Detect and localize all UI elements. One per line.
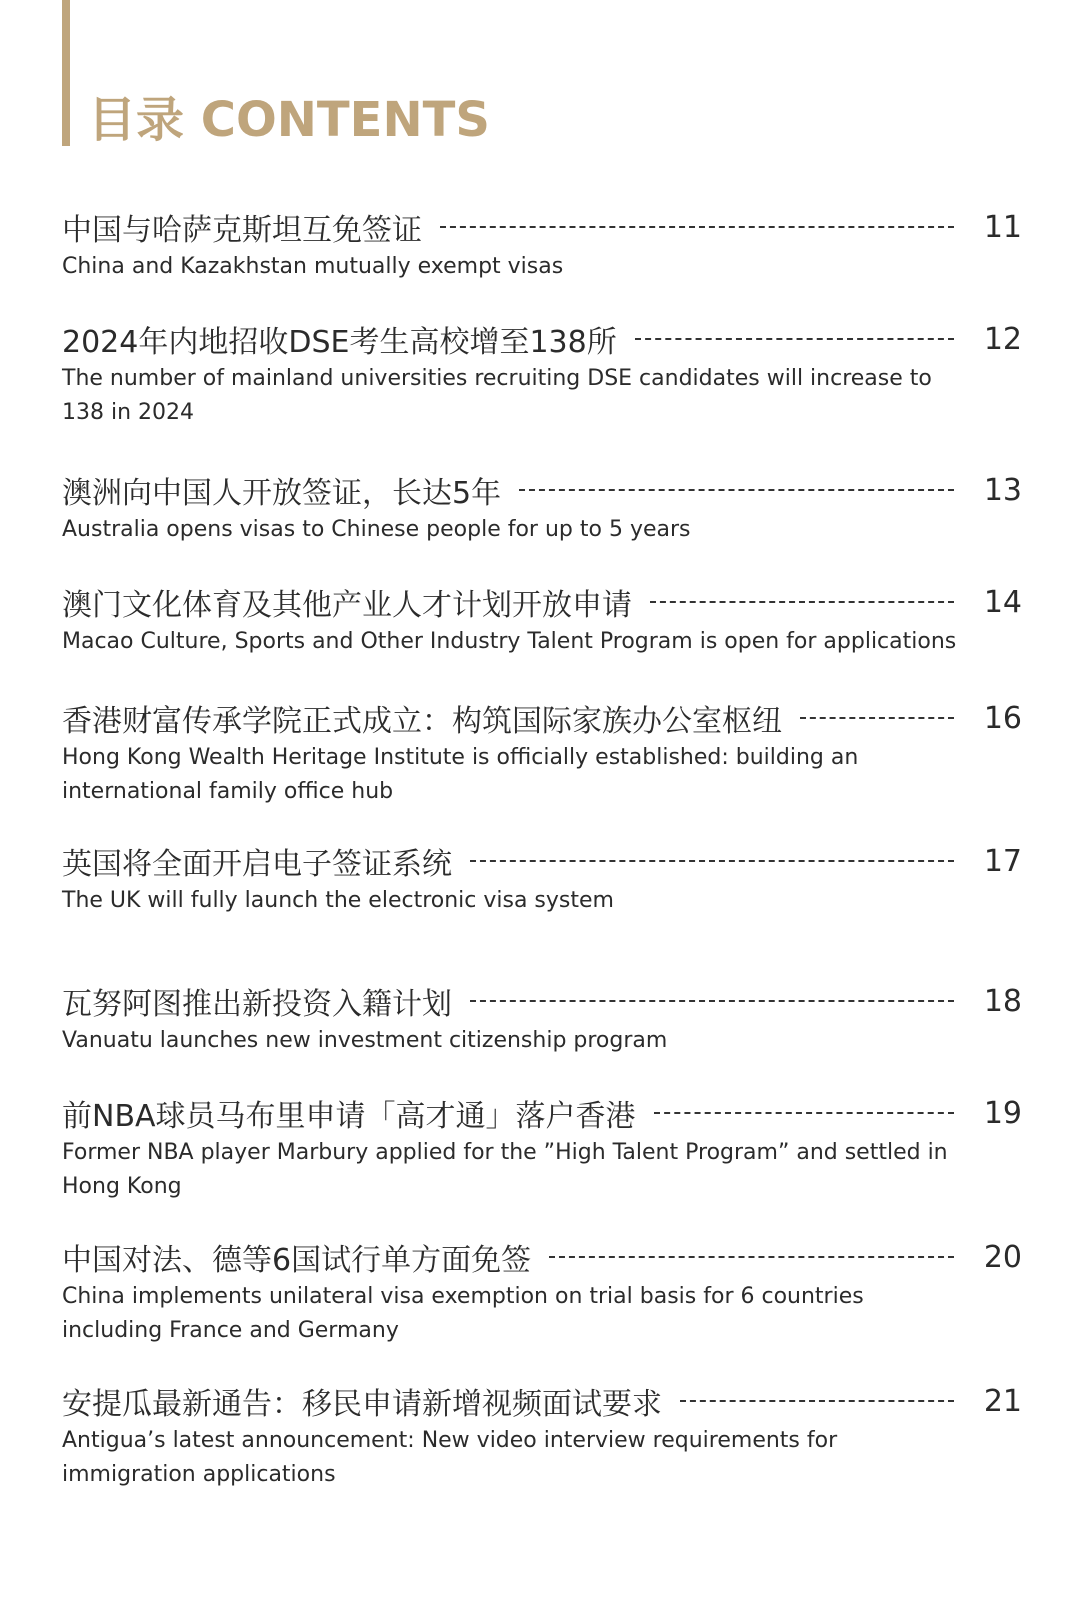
entry-title-en: Antigua’s latest announcement: New video interview requirements for immigration applications — [62, 1428, 838, 1487]
dotted-leader — [635, 338, 954, 340]
toc-entry[interactable] — [62, 978, 1022, 1058]
dotted-leader — [650, 601, 954, 603]
toc-entry[interactable] — [62, 204, 1022, 284]
dotted-leader — [549, 1256, 954, 1258]
entry-title-en: Macao Culture, Sports and Other Industry Talent Program is open for applications — [62, 629, 957, 654]
entry-title-zh: 香港财富传承学院正式成立：构筑国际家族办公室枢纽 — [62, 704, 782, 739]
entry-title-en: Former NBA player Marbury applied for the ”High Talent Program” and settled in Hong Kong — [62, 1140, 948, 1199]
toc-entry[interactable] — [62, 467, 1022, 547]
entry-title-zh: 瓦努阿图推出新投资入籍计划 — [62, 987, 452, 1022]
dotted-leader — [654, 1112, 954, 1114]
toc-entry[interactable] — [62, 695, 1022, 809]
entry-title-zh: 澳洲向中国人开放签证，长达5年 — [62, 476, 502, 511]
entry-title-zh: 前NBA球员马布里申请「高才通」落户香港 — [62, 1099, 636, 1134]
entry-page-number: 20 — [983, 1239, 1022, 1275]
entry-page-number: 19 — [983, 1095, 1022, 1131]
dotted-leader — [470, 860, 954, 862]
page-title: 目录 CONTENTS — [88, 92, 490, 148]
entry-page-number: 12 — [983, 321, 1022, 357]
entry-page-number: 17 — [983, 843, 1022, 879]
entry-page-number: 16 — [983, 700, 1022, 736]
entry-title-en: The UK will fully launch the electronic visa system — [62, 888, 614, 913]
entry-page-number: 18 — [983, 983, 1022, 1019]
dotted-leader — [800, 717, 954, 719]
entry-page-number: 21 — [983, 1383, 1022, 1419]
entry-page-number: 14 — [983, 584, 1022, 620]
entry-title-en: China implements unilateral visa exemption on trial basis for 6 countries including France and Germany — [62, 1284, 864, 1343]
dotted-leader — [519, 489, 954, 491]
toc-entry[interactable] — [62, 1378, 1022, 1492]
entry-title-zh: 安提瓜最新通告：移民申请新增视频面试要求 — [62, 1387, 662, 1422]
entry-title-en: Australia opens visas to Chinese people for up to 5 years — [62, 517, 691, 542]
entry-title-zh: 英国将全面开启电子签证系统 — [62, 847, 452, 882]
toc-entry[interactable] — [62, 1234, 1022, 1348]
entry-title-zh: 中国与哈萨克斯坦互免签证 — [62, 213, 422, 248]
entry-title-zh: 澳门文化体育及其他产业人才计划开放申请 — [62, 588, 632, 623]
dotted-leader — [440, 226, 954, 228]
dotted-leader — [680, 1400, 954, 1402]
title-accent-bar — [62, 0, 70, 146]
toc-entry[interactable] — [62, 579, 1022, 659]
dotted-leader — [470, 1000, 954, 1002]
entry-title-zh: 中国对法、德等6国试行单方面免签 — [62, 1243, 532, 1278]
toc-entry[interactable] — [62, 838, 1022, 918]
entry-title-zh: 2024年内地招收DSE考生高校增至138所 — [62, 325, 617, 360]
entry-title-en: China and Kazakhstan mutually exempt visas — [62, 254, 564, 279]
entry-title-en: Hong Kong Wealth Heritage Institute is officially established: building an international family office hub — [62, 745, 859, 804]
entry-page-number: 11 — [983, 209, 1022, 245]
entry-title-en: Vanuatu launches new investment citizenship program — [62, 1028, 668, 1053]
entry-page-number: 13 — [983, 472, 1022, 508]
entry-title-en: The number of mainland universities recruiting DSE candidates will increase to 138 in 2024 — [62, 366, 932, 425]
toc-entry[interactable] — [62, 316, 1022, 430]
toc-entry[interactable] — [62, 1090, 1022, 1204]
